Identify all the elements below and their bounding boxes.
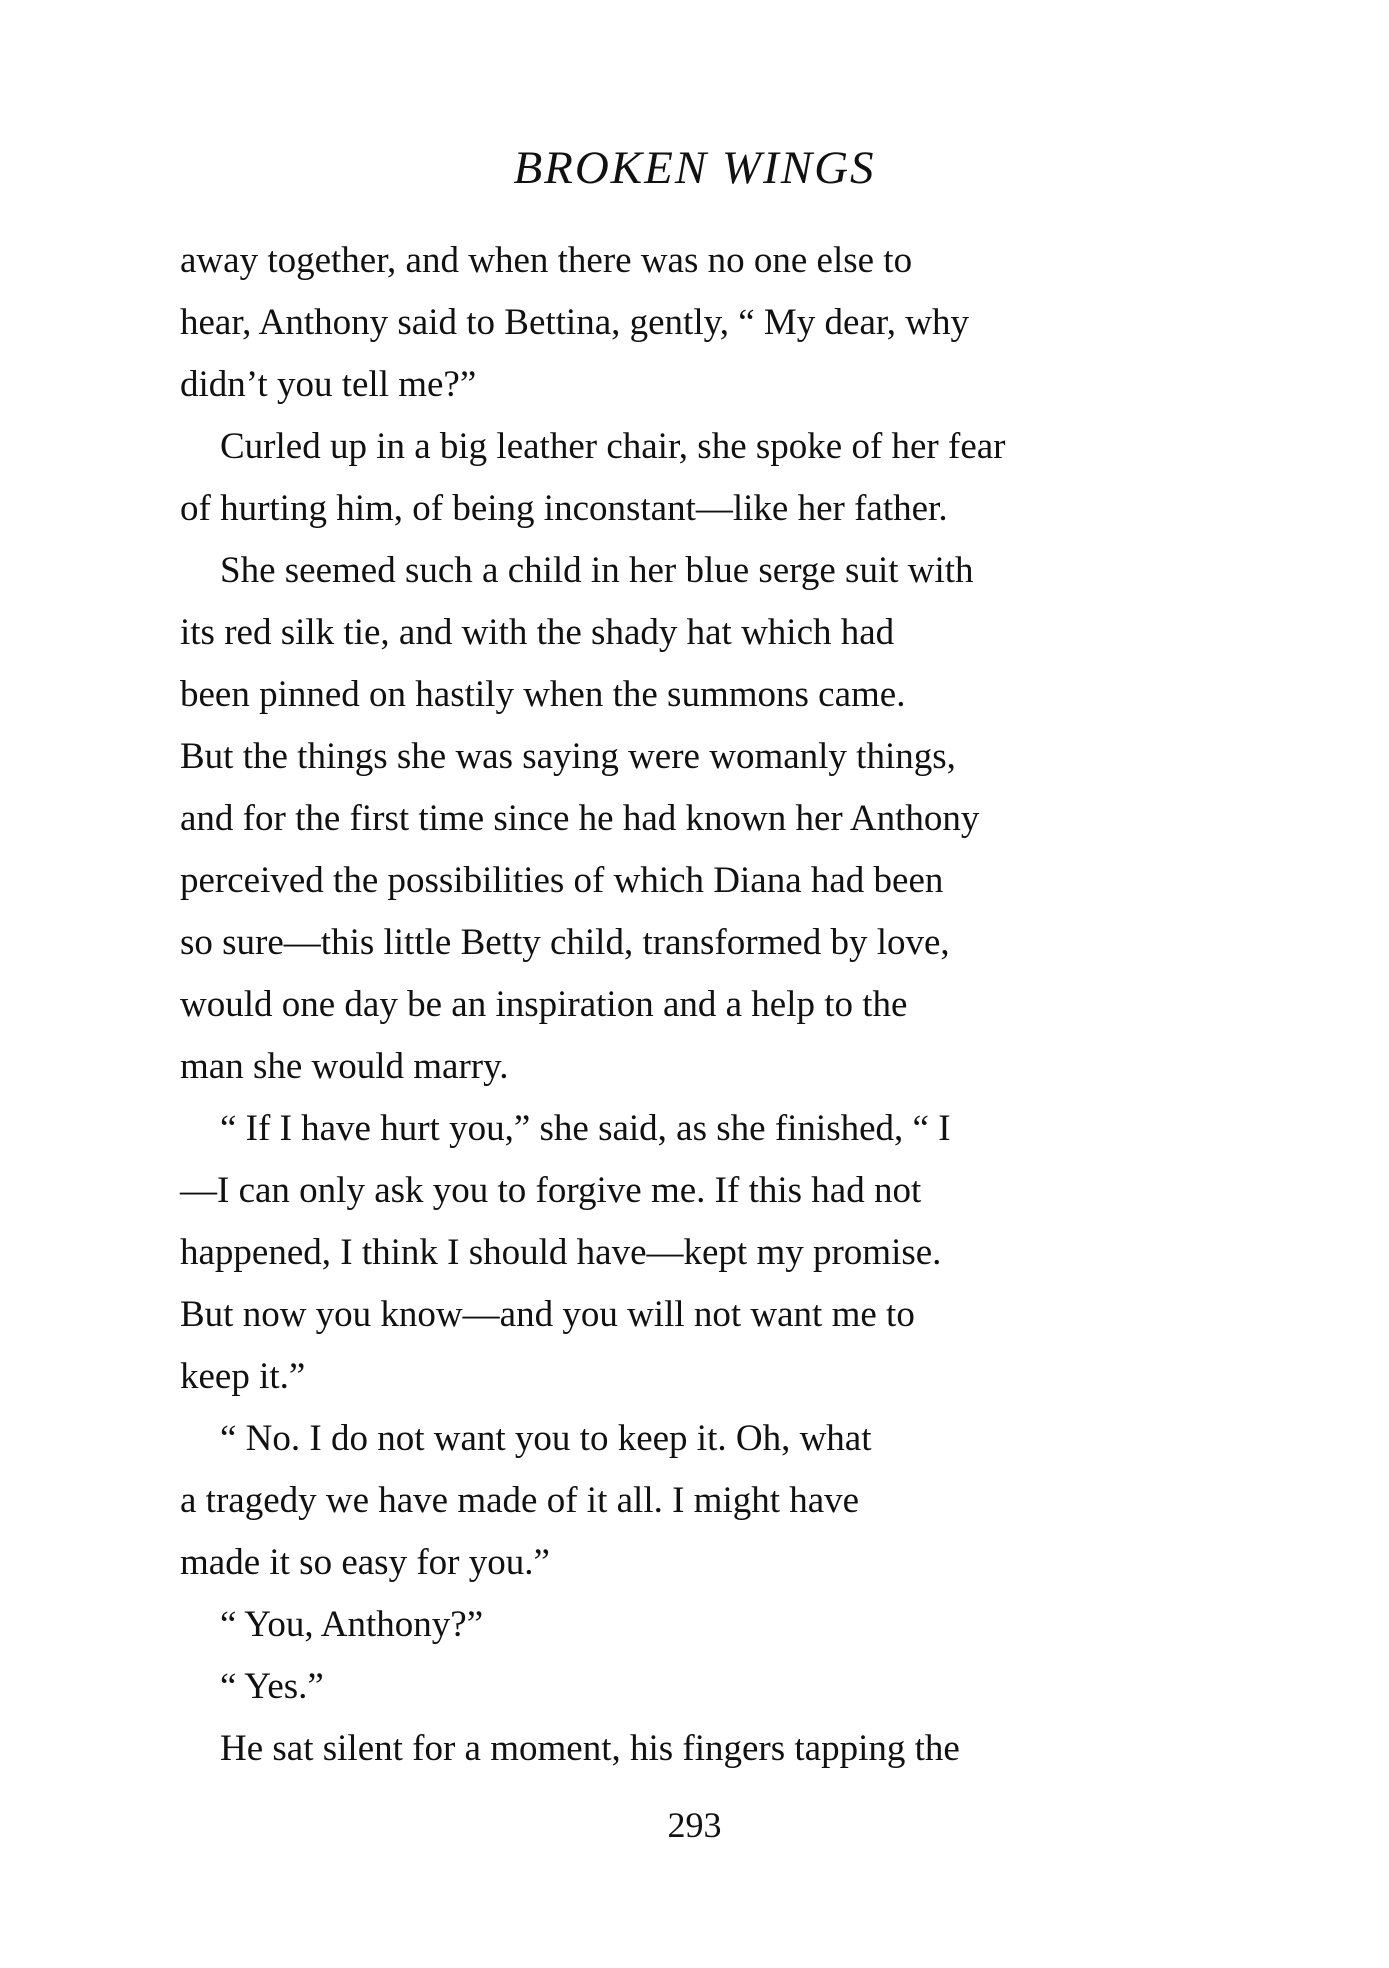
text-line: didn’t you tell me?” <box>180 364 477 405</box>
paragraph-3 <box>180 540 1220 1098</box>
text-line: and for the first time since he had known her Anthony <box>180 798 980 839</box>
running-head: BROKEN WINGS <box>513 142 876 194</box>
text-line: —I can only ask you to forgive me. If this had not <box>180 1170 922 1211</box>
text-line: “ No. I do not want you to keep it. Oh, what <box>220 1418 872 1459</box>
text-line: a tragedy we have made of it all. I might have <box>180 1480 860 1521</box>
text-line: “ You, Anthony?” <box>220 1604 484 1645</box>
paragraph-7 <box>180 1656 1220 1718</box>
paragraph-1 <box>180 230 1220 416</box>
text-line: “ Yes.” <box>220 1666 324 1707</box>
text-line: keep it.” <box>180 1356 306 1397</box>
paragraph-2 <box>180 416 1220 540</box>
page-number: 293 <box>667 1805 722 1845</box>
text-line: But now you know—and you will not want me to <box>180 1294 915 1335</box>
text-line: of hurting him, of being inconstant—like her father. <box>180 488 948 529</box>
body-text <box>180 230 1220 1780</box>
text-line: happened, I think I should have—kept my promise. <box>180 1232 942 1273</box>
text-line: man she would marry. <box>180 1046 509 1087</box>
text-line: She seemed such a child in her blue serge suit with <box>220 550 974 591</box>
text-line: its red silk tie, and with the shady hat which had <box>180 612 895 653</box>
paragraph-8 <box>180 1718 1220 1780</box>
text-line: Curled up in a big leather chair, she spoke of her fear <box>220 426 1006 467</box>
text-line: made it so easy for you.” <box>180 1542 550 1583</box>
text-line: been pinned on hastily when the summons came. <box>180 674 906 715</box>
text-line: hear, Anthony said to Bettina, gently, “ My dear, why <box>180 302 969 343</box>
text-line: “ If I have hurt you,” she said, as she finished, “ I <box>220 1108 951 1149</box>
text-line: He sat silent for a moment, his fingers tapping the <box>220 1728 960 1769</box>
text-line: so sure—this little Betty child, transformed by love, <box>180 922 950 963</box>
paragraph-4 <box>180 1098 1220 1408</box>
text-line: perceived the possibilities of which Diana had been <box>180 860 944 901</box>
paragraph-6 <box>180 1594 1220 1656</box>
text-line: would one day be an inspiration and a help to the <box>180 984 908 1025</box>
paragraph-5 <box>180 1408 1220 1594</box>
text-line: But the things she was saying were womanly things, <box>180 736 956 777</box>
text-line: away together, and when there was no one else to <box>180 240 913 281</box>
